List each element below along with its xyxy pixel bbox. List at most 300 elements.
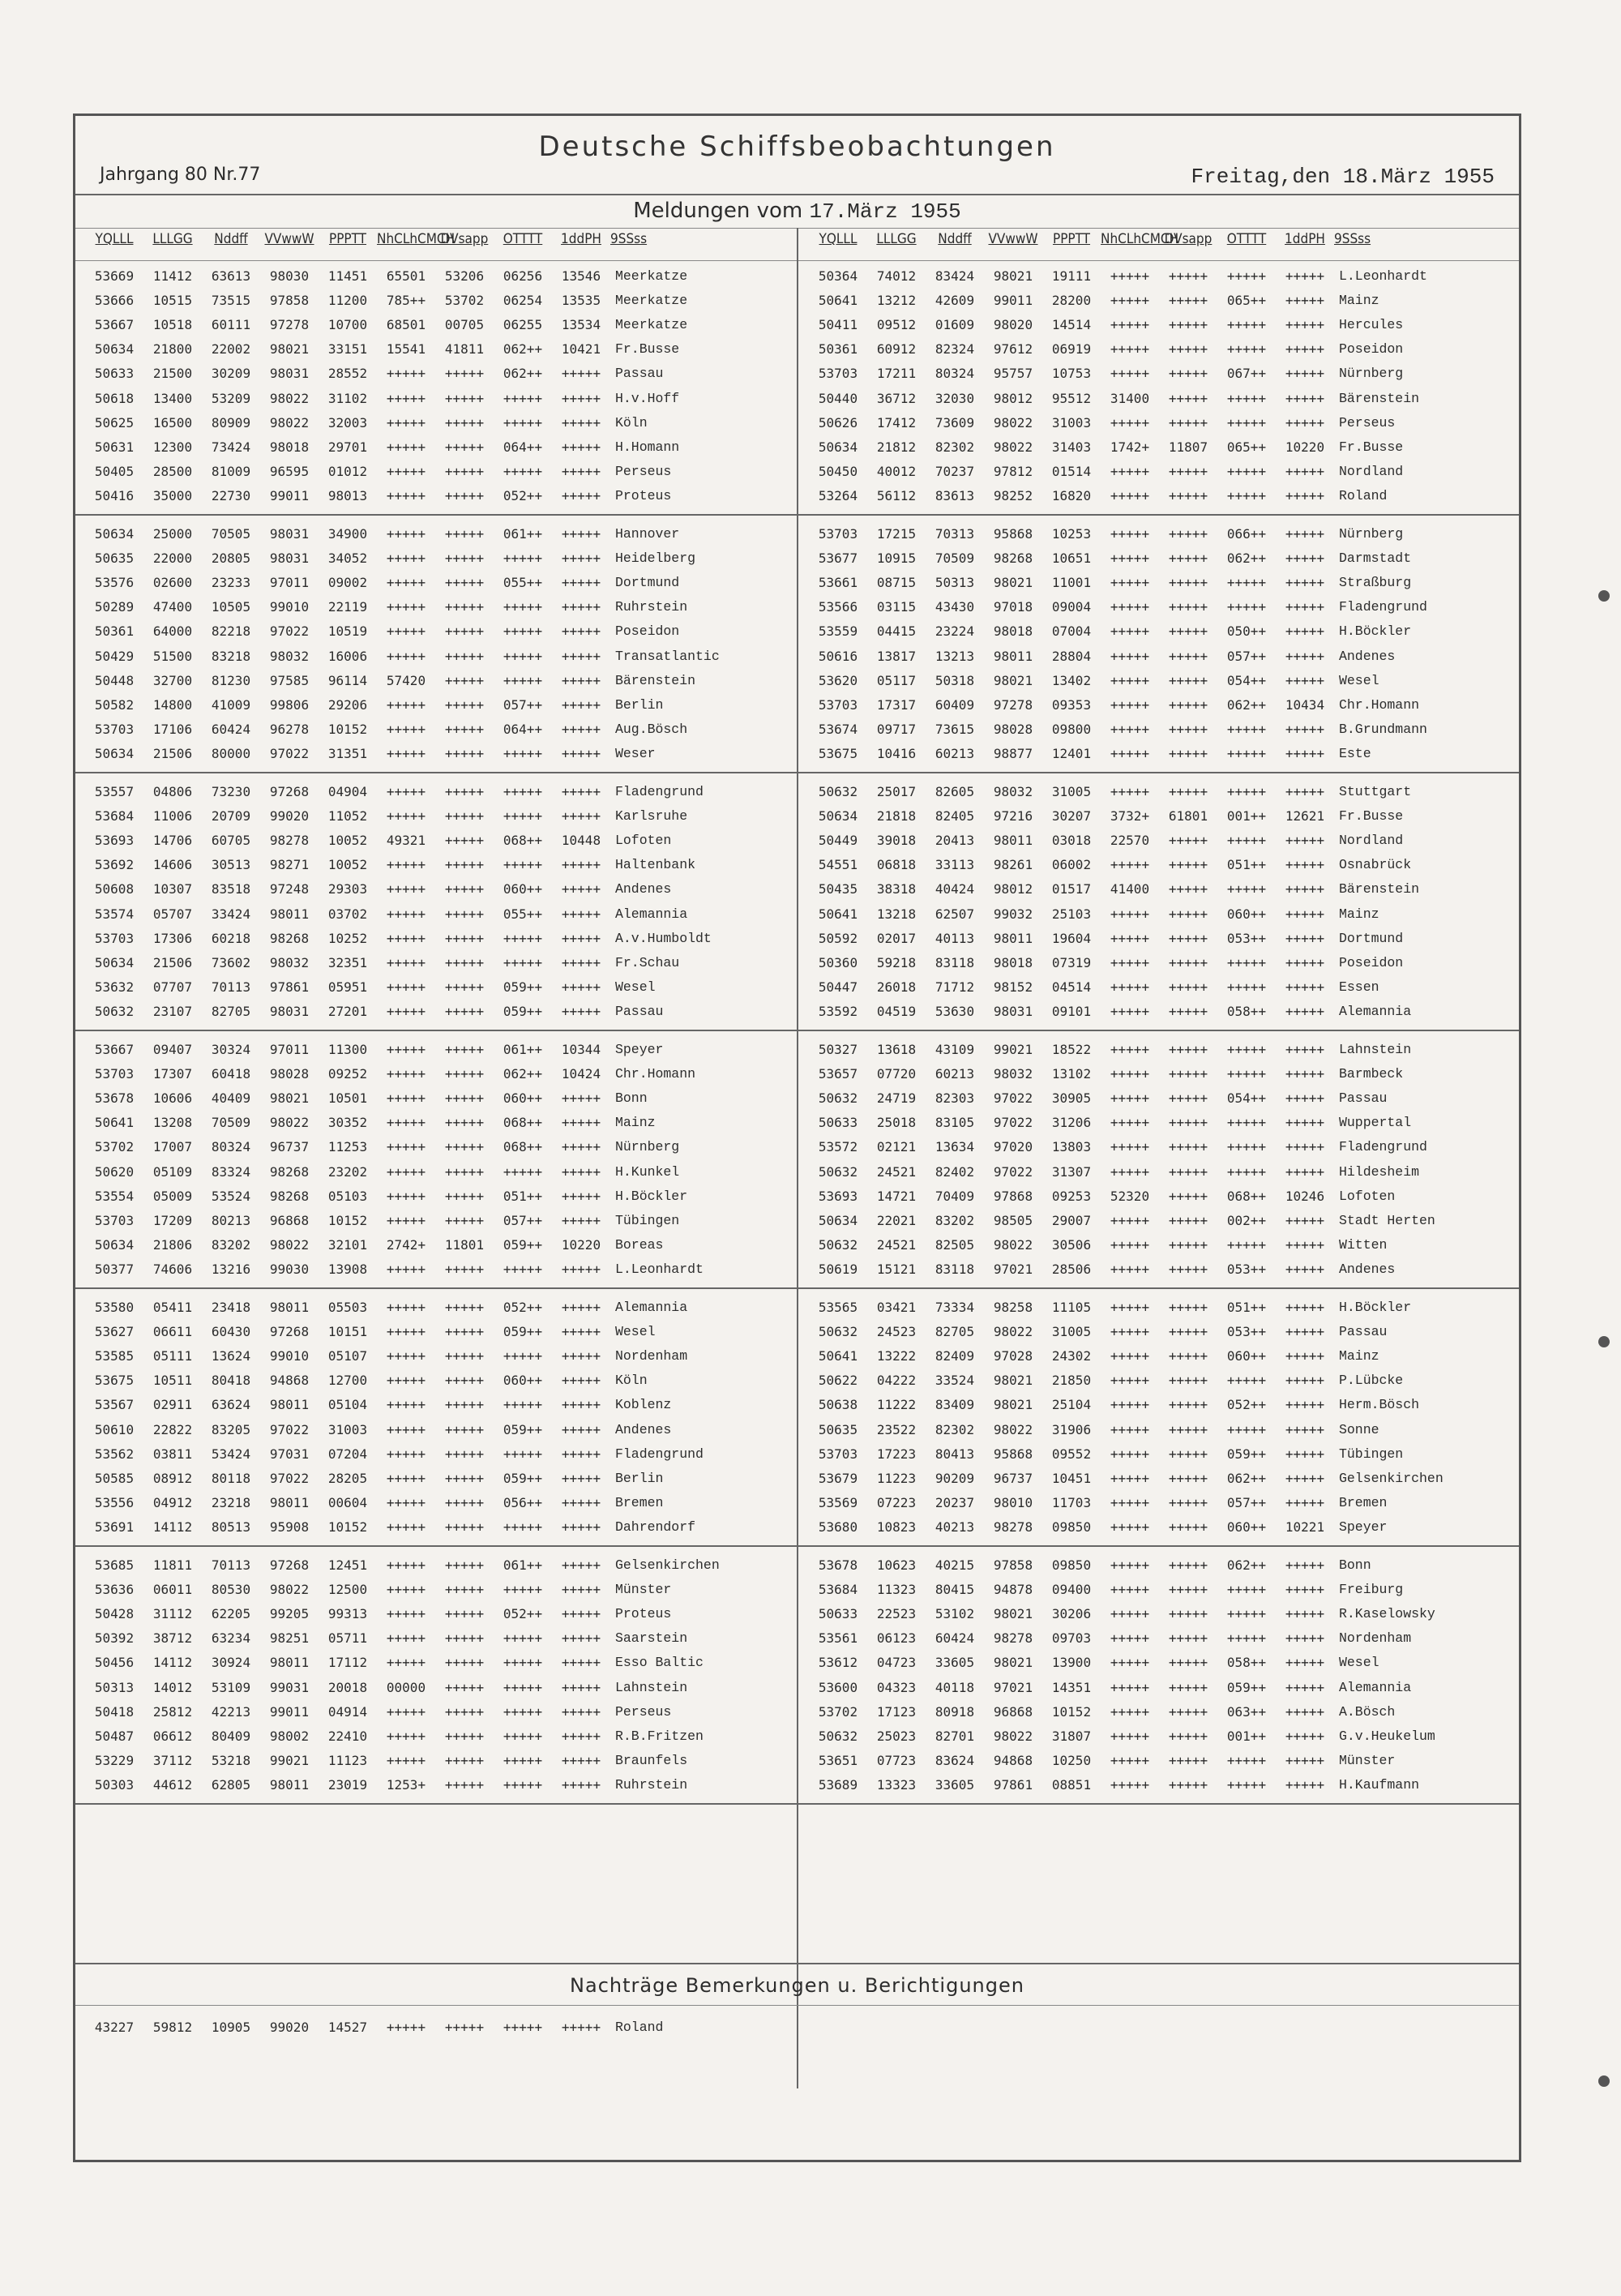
code-group: 30905 xyxy=(1051,1090,1092,1106)
code-group: 31003 xyxy=(327,1421,368,1437)
code-group: 3732+ xyxy=(1110,807,1150,824)
code-group: 06011 xyxy=(152,1581,193,1597)
code-group: +++++ xyxy=(561,1421,601,1437)
code-group: 23107 xyxy=(152,1004,193,1020)
code-group: +++++ xyxy=(1168,390,1208,406)
code-group: 53680 xyxy=(818,1519,858,1536)
code-group: 99020 xyxy=(269,807,310,824)
table-row xyxy=(809,1626,1493,1651)
ship-name: Nordenham xyxy=(615,1347,688,1364)
code-group: +++++ xyxy=(444,1581,485,1597)
code-group: +++++ xyxy=(561,623,601,640)
code-group: +++++ xyxy=(386,807,426,824)
code-group: 97022 xyxy=(993,1090,1033,1106)
code-group: 14112 xyxy=(152,1655,193,1671)
code-group: +++++ xyxy=(1285,1421,1325,1437)
code-group: +++++ xyxy=(1168,1470,1208,1486)
ship-name: Braunfels xyxy=(615,1753,688,1769)
code-group: 059++ xyxy=(503,1323,543,1339)
code-group: 10434 xyxy=(1285,696,1325,713)
code-group: 98022 xyxy=(993,1323,1033,1339)
code-group: 36712 xyxy=(876,390,917,406)
code-group: +++++ xyxy=(1285,1679,1325,1695)
code-group: 50289 xyxy=(94,599,135,615)
code-group: 97268 xyxy=(269,783,310,799)
code-group: 53102 xyxy=(935,1605,975,1621)
code-group: 65501 xyxy=(386,268,426,284)
code-group: +++++ xyxy=(1110,1605,1150,1621)
code-group: +++++ xyxy=(1285,1605,1325,1621)
code-group: +++++ xyxy=(444,881,485,897)
code-group: +++++ xyxy=(1285,722,1325,738)
code-group: +++++ xyxy=(1110,1753,1150,1769)
table-row xyxy=(809,1577,1493,1601)
code-group: +++++ xyxy=(1110,1090,1150,1106)
code-group: 97858 xyxy=(993,1557,1033,1573)
code-group: +++++ xyxy=(444,1753,485,1769)
code-group: +++++ xyxy=(1285,1703,1325,1720)
code-group: 13400 xyxy=(152,390,193,406)
code-group: 82218 xyxy=(211,623,251,640)
code-group: +++++ xyxy=(444,1519,485,1536)
code-group: 98030 xyxy=(269,268,310,284)
observation-block xyxy=(85,1553,769,1797)
code-group: +++++ xyxy=(386,1630,426,1647)
code-group: 13618 xyxy=(876,1041,917,1057)
code-group: +++++ xyxy=(1110,1115,1150,1131)
code-group: 97022 xyxy=(269,623,310,640)
code-group: +++++ xyxy=(386,1041,426,1057)
column-header: 1ddPH xyxy=(561,231,601,247)
code-group: 33113 xyxy=(935,857,975,873)
code-group: +++++ xyxy=(1110,341,1150,358)
code-group: +++++ xyxy=(1110,1041,1150,1057)
code-group: 059++ xyxy=(503,1004,543,1020)
code-group: +++++ xyxy=(503,672,543,688)
code-group: +++++ xyxy=(386,2019,426,2035)
ship-name: Stuttgart xyxy=(1339,783,1412,799)
table-row xyxy=(809,1515,1493,1540)
code-group: 04519 xyxy=(876,1004,917,1020)
code-group: 060++ xyxy=(503,1373,543,1389)
table-row xyxy=(85,1159,769,1184)
ship-name: Alemannia xyxy=(1339,1004,1412,1020)
code-group: 83202 xyxy=(211,1237,251,1253)
code-group: +++++ xyxy=(503,390,543,406)
code-group: 32003 xyxy=(327,414,368,430)
code-group: 00000 xyxy=(386,1679,426,1695)
code-group: 50632 xyxy=(818,783,858,799)
code-group: +++++ xyxy=(1168,1188,1208,1204)
code-group: 98268 xyxy=(993,550,1033,566)
code-group: 53678 xyxy=(94,1090,135,1106)
code-group: +++++ xyxy=(1168,672,1208,688)
code-group: +++++ xyxy=(1110,525,1150,542)
code-group: 062++ xyxy=(503,366,543,382)
code-group: +++++ xyxy=(1168,488,1208,504)
center-divider xyxy=(797,228,798,2088)
column-header: 1ddPH xyxy=(1285,231,1325,247)
code-group: 18522 xyxy=(1051,1041,1092,1057)
code-group: 24521 xyxy=(876,1237,917,1253)
code-group: 22000 xyxy=(152,550,193,566)
code-group: +++++ xyxy=(386,1605,426,1621)
code-group: +++++ xyxy=(1226,488,1267,504)
code-group: 98013 xyxy=(327,488,368,504)
table-row xyxy=(85,1466,769,1490)
code-group: +++++ xyxy=(561,1679,601,1695)
code-group: +++++ xyxy=(1226,1373,1267,1389)
code-group: 70409 xyxy=(935,1188,975,1204)
table-row xyxy=(809,1553,1493,1577)
code-group: +++++ xyxy=(444,1421,485,1437)
code-group: +++++ xyxy=(503,2019,543,2035)
code-group: 50626 xyxy=(818,414,858,430)
code-group: 53109 xyxy=(211,1679,251,1695)
ship-name: Tübingen xyxy=(615,1212,680,1228)
code-group: +++++ xyxy=(561,1446,601,1462)
ship-name: L.Leonhardt xyxy=(1339,268,1427,284)
code-group: +++++ xyxy=(1110,366,1150,382)
observation-block xyxy=(85,1037,769,1282)
code-group: +++++ xyxy=(1110,1495,1150,1511)
table-row xyxy=(85,386,769,410)
code-group: +++++ xyxy=(1285,574,1325,590)
code-group: 28506 xyxy=(1051,1262,1092,1278)
code-group: 11451 xyxy=(327,268,368,284)
code-group: 53651 xyxy=(818,1753,858,1769)
code-group: 10823 xyxy=(876,1519,917,1536)
code-group: +++++ xyxy=(561,366,601,382)
ship-name: Mainz xyxy=(1339,1347,1379,1364)
code-group: 31307 xyxy=(1051,1163,1092,1180)
code-group: +++++ xyxy=(444,2019,485,2035)
code-group: 50632 xyxy=(818,1237,858,1253)
table-row xyxy=(85,742,769,766)
code-group: +++++ xyxy=(1110,1777,1150,1793)
code-group: +++++ xyxy=(444,857,485,873)
code-group: 50620 xyxy=(94,1163,135,1180)
code-group: +++++ xyxy=(503,930,543,946)
table-row xyxy=(85,828,769,852)
code-group: 31400 xyxy=(1110,390,1150,406)
table-row xyxy=(85,312,769,336)
code-group: +++++ xyxy=(1226,1115,1267,1131)
code-group: +++++ xyxy=(1168,954,1208,970)
code-group: 05711 xyxy=(327,1630,368,1647)
ship-name: Proteus xyxy=(615,488,672,504)
code-group: 10246 xyxy=(1285,1188,1325,1204)
code-group: 53569 xyxy=(818,1495,858,1511)
code-group: +++++ xyxy=(1168,1777,1208,1793)
code-group: +++++ xyxy=(561,1630,601,1647)
code-group: +++++ xyxy=(561,906,601,922)
code-group: 98032 xyxy=(269,954,310,970)
code-group: 98031 xyxy=(269,550,310,566)
code-group: +++++ xyxy=(386,1581,426,1597)
code-group: +++++ xyxy=(561,1703,601,1720)
code-group: +++++ xyxy=(386,1347,426,1364)
code-group: +++++ xyxy=(561,1323,601,1339)
code-group: 10152 xyxy=(327,1519,368,1536)
code-group: 50610 xyxy=(94,1421,135,1437)
code-group: 20413 xyxy=(935,832,975,848)
code-group: 60424 xyxy=(211,722,251,738)
code-group: +++++ xyxy=(561,1397,601,1413)
code-group: 49321 xyxy=(386,832,426,848)
code-group: +++++ xyxy=(1168,857,1208,873)
ship-name: Fladengrund xyxy=(1339,599,1427,615)
code-group: 059++ xyxy=(503,1237,543,1253)
ship-name: Alemannia xyxy=(615,1299,688,1315)
code-group: +++++ xyxy=(1285,464,1325,480)
code-group: 98152 xyxy=(993,979,1033,996)
code-group: +++++ xyxy=(1285,906,1325,922)
table-row xyxy=(85,1208,769,1232)
column-header: OTTTT xyxy=(503,231,543,247)
code-group: 02600 xyxy=(152,574,193,590)
code-group: +++++ xyxy=(386,979,426,996)
code-group: 98032 xyxy=(993,783,1033,799)
code-group: +++++ xyxy=(1110,1004,1150,1020)
table-row xyxy=(809,1749,1493,1773)
code-group: +++++ xyxy=(444,574,485,590)
code-group: +++++ xyxy=(386,439,426,455)
code-group: +++++ xyxy=(444,623,485,640)
code-group: 23224 xyxy=(935,623,975,640)
code-group: +++++ xyxy=(444,1630,485,1647)
code-group: +++++ xyxy=(1285,746,1325,762)
column-header: YQLLL xyxy=(819,231,858,247)
table-row xyxy=(85,1061,769,1086)
code-group: +++++ xyxy=(1110,316,1150,332)
code-group: 10700 xyxy=(327,316,368,332)
code-group: +++++ xyxy=(561,464,601,480)
code-group: +++++ xyxy=(1110,1446,1150,1462)
code-group: +++++ xyxy=(1110,954,1150,970)
code-group: 30513 xyxy=(211,857,251,873)
code-group: 50634 xyxy=(818,439,858,455)
code-group: 23019 xyxy=(327,1777,368,1793)
code-group: 98021 xyxy=(993,672,1033,688)
code-group: 38712 xyxy=(152,1630,193,1647)
ship-name: Wesel xyxy=(1339,1655,1379,1671)
code-group: +++++ xyxy=(1168,783,1208,799)
code-group: 16006 xyxy=(327,648,368,664)
code-group: 98018 xyxy=(993,623,1033,640)
table-row xyxy=(85,1000,769,1024)
code-group: 29701 xyxy=(327,439,368,455)
code-group: +++++ xyxy=(1110,574,1150,590)
code-group: 53703 xyxy=(818,1446,858,1462)
ship-name: Fr.Busse xyxy=(615,341,680,358)
table-row xyxy=(85,1343,769,1368)
ship-name: Fr.Busse xyxy=(1339,439,1404,455)
column-header: PPPTT xyxy=(1052,231,1091,247)
code-group: 97812 xyxy=(993,464,1033,480)
code-group: 53674 xyxy=(818,722,858,738)
code-group: 07319 xyxy=(1051,954,1092,970)
ship-name: Köln xyxy=(615,1373,648,1389)
table-row xyxy=(85,619,769,644)
code-group: +++++ xyxy=(444,1163,485,1180)
code-group: 057++ xyxy=(1226,648,1267,664)
code-group: 97858 xyxy=(269,292,310,308)
code-group: 73602 xyxy=(211,954,251,970)
code-group: 97028 xyxy=(993,1347,1033,1364)
code-group: 53600 xyxy=(818,1679,858,1695)
code-group: +++++ xyxy=(1168,464,1208,480)
code-group: 053++ xyxy=(1226,930,1267,946)
code-group: 98022 xyxy=(269,390,310,406)
code-group: 64000 xyxy=(152,623,193,640)
code-group: 53264 xyxy=(818,488,858,504)
ship-name: Bärenstein xyxy=(615,672,696,688)
code-group: 22002 xyxy=(211,341,251,358)
table-row xyxy=(85,692,769,717)
code-group: 50361 xyxy=(818,341,858,358)
code-group: 53702 xyxy=(818,1703,858,1720)
code-group: 14112 xyxy=(152,1519,193,1536)
code-group: 12300 xyxy=(152,439,193,455)
code-group: 13323 xyxy=(876,1777,917,1793)
code-group: 24523 xyxy=(876,1323,917,1339)
code-group: 98021 xyxy=(993,1373,1033,1389)
code-group: +++++ xyxy=(444,1212,485,1228)
code-group: +++++ xyxy=(444,414,485,430)
observation-block xyxy=(809,263,1493,508)
code-group: 50364 xyxy=(818,268,858,284)
code-group: 061++ xyxy=(503,1557,543,1573)
code-group: 83202 xyxy=(935,1212,975,1228)
code-group: +++++ xyxy=(1285,414,1325,430)
code-group: 10152 xyxy=(327,722,368,738)
code-group: 53657 xyxy=(818,1065,858,1082)
table-row xyxy=(85,975,769,1000)
code-group: +++++ xyxy=(386,1004,426,1020)
divider xyxy=(75,194,1519,195)
code-group: 60912 xyxy=(876,341,917,358)
code-group: 70113 xyxy=(211,1557,251,1573)
ship-name: Saarstein xyxy=(615,1630,688,1647)
code-group: +++++ xyxy=(386,930,426,946)
code-group: 063++ xyxy=(1226,1703,1267,1720)
code-group: +++++ xyxy=(386,722,426,738)
code-group: +++++ xyxy=(1285,268,1325,284)
column-header: NhCLhCMCH xyxy=(1101,231,1179,247)
table-row xyxy=(85,570,769,594)
table-row xyxy=(809,853,1493,877)
code-group: 70237 xyxy=(935,464,975,480)
ship-name: Bremen xyxy=(615,1495,664,1511)
code-group: +++++ xyxy=(1168,574,1208,590)
code-group: 99031 xyxy=(269,1679,310,1695)
code-group: 13212 xyxy=(876,292,917,308)
code-group: +++++ xyxy=(1110,1470,1150,1486)
code-group: 50447 xyxy=(818,979,858,996)
bulletin-frame xyxy=(73,114,1521,2162)
table-row xyxy=(809,410,1493,435)
ship-name: Haltenbank xyxy=(615,857,696,873)
code-group: 23233 xyxy=(211,574,251,590)
issue-number: Jahrgang 80 Nr.77 xyxy=(100,165,261,185)
code-group: 53592 xyxy=(818,1004,858,1020)
code-group: 60418 xyxy=(211,1065,251,1082)
code-group: 35000 xyxy=(152,488,193,504)
code-group: 13624 xyxy=(211,1347,251,1364)
code-group: +++++ xyxy=(1168,341,1208,358)
code-group: +++++ xyxy=(1110,599,1150,615)
code-group: 10220 xyxy=(561,1237,601,1253)
code-group: +++++ xyxy=(386,954,426,970)
code-group: +++++ xyxy=(561,746,601,762)
code-group: +++++ xyxy=(1168,414,1208,430)
code-group: 96737 xyxy=(269,1139,310,1155)
code-group: 97268 xyxy=(269,1557,310,1573)
code-group: 50392 xyxy=(94,1630,135,1647)
table-row xyxy=(85,460,769,484)
code-group: +++++ xyxy=(1226,1237,1267,1253)
code-group: +++++ xyxy=(503,1446,543,1462)
code-group: +++++ xyxy=(1168,1753,1208,1769)
table-row xyxy=(809,1257,1493,1282)
code-group: 10307 xyxy=(152,881,193,897)
code-group: +++++ xyxy=(1168,1212,1208,1228)
code-group: +++++ xyxy=(444,722,485,738)
observation-block xyxy=(809,1553,1493,1797)
code-group: 98877 xyxy=(993,746,1033,762)
code-group: 34052 xyxy=(327,550,368,566)
code-group: +++++ xyxy=(1168,746,1208,762)
code-group: 97612 xyxy=(993,341,1033,358)
code-group: 22730 xyxy=(211,488,251,504)
code-group: 03811 xyxy=(152,1446,193,1462)
code-group: +++++ xyxy=(386,488,426,504)
code-group: 053++ xyxy=(1226,1323,1267,1339)
code-group: +++++ xyxy=(1285,1373,1325,1389)
code-group: 57420 xyxy=(386,672,426,688)
code-group: 50608 xyxy=(94,881,135,897)
code-group: 50632 xyxy=(818,1728,858,1744)
code-group: 83218 xyxy=(211,648,251,664)
code-group: +++++ xyxy=(1110,1519,1150,1536)
code-group: 73515 xyxy=(211,292,251,308)
table-row xyxy=(809,1184,1493,1208)
code-group: 20805 xyxy=(211,550,251,566)
code-group: 68501 xyxy=(386,316,426,332)
code-group: +++++ xyxy=(1226,316,1267,332)
code-group: +++++ xyxy=(503,1163,543,1180)
code-group: 54551 xyxy=(818,857,858,873)
code-group: +++++ xyxy=(561,1139,601,1155)
code-group: 050++ xyxy=(1226,623,1267,640)
code-group: 82505 xyxy=(935,1237,975,1253)
code-group: +++++ xyxy=(1110,1728,1150,1744)
code-group: +++++ xyxy=(386,1421,426,1437)
code-group: 10416 xyxy=(876,746,917,762)
code-group: +++++ xyxy=(1110,783,1150,799)
page-title: Deutsche Schiffsbeobachtungen xyxy=(538,131,1056,163)
code-group: 82605 xyxy=(935,783,975,799)
code-group: +++++ xyxy=(561,1347,601,1364)
code-group: 11001 xyxy=(1051,574,1092,590)
code-group: 17211 xyxy=(876,366,917,382)
code-group: +++++ xyxy=(1285,1630,1325,1647)
code-group: 98011 xyxy=(269,1299,310,1315)
code-group: +++++ xyxy=(503,1753,543,1769)
code-group: 82409 xyxy=(935,1347,975,1364)
table-row xyxy=(809,1061,1493,1086)
